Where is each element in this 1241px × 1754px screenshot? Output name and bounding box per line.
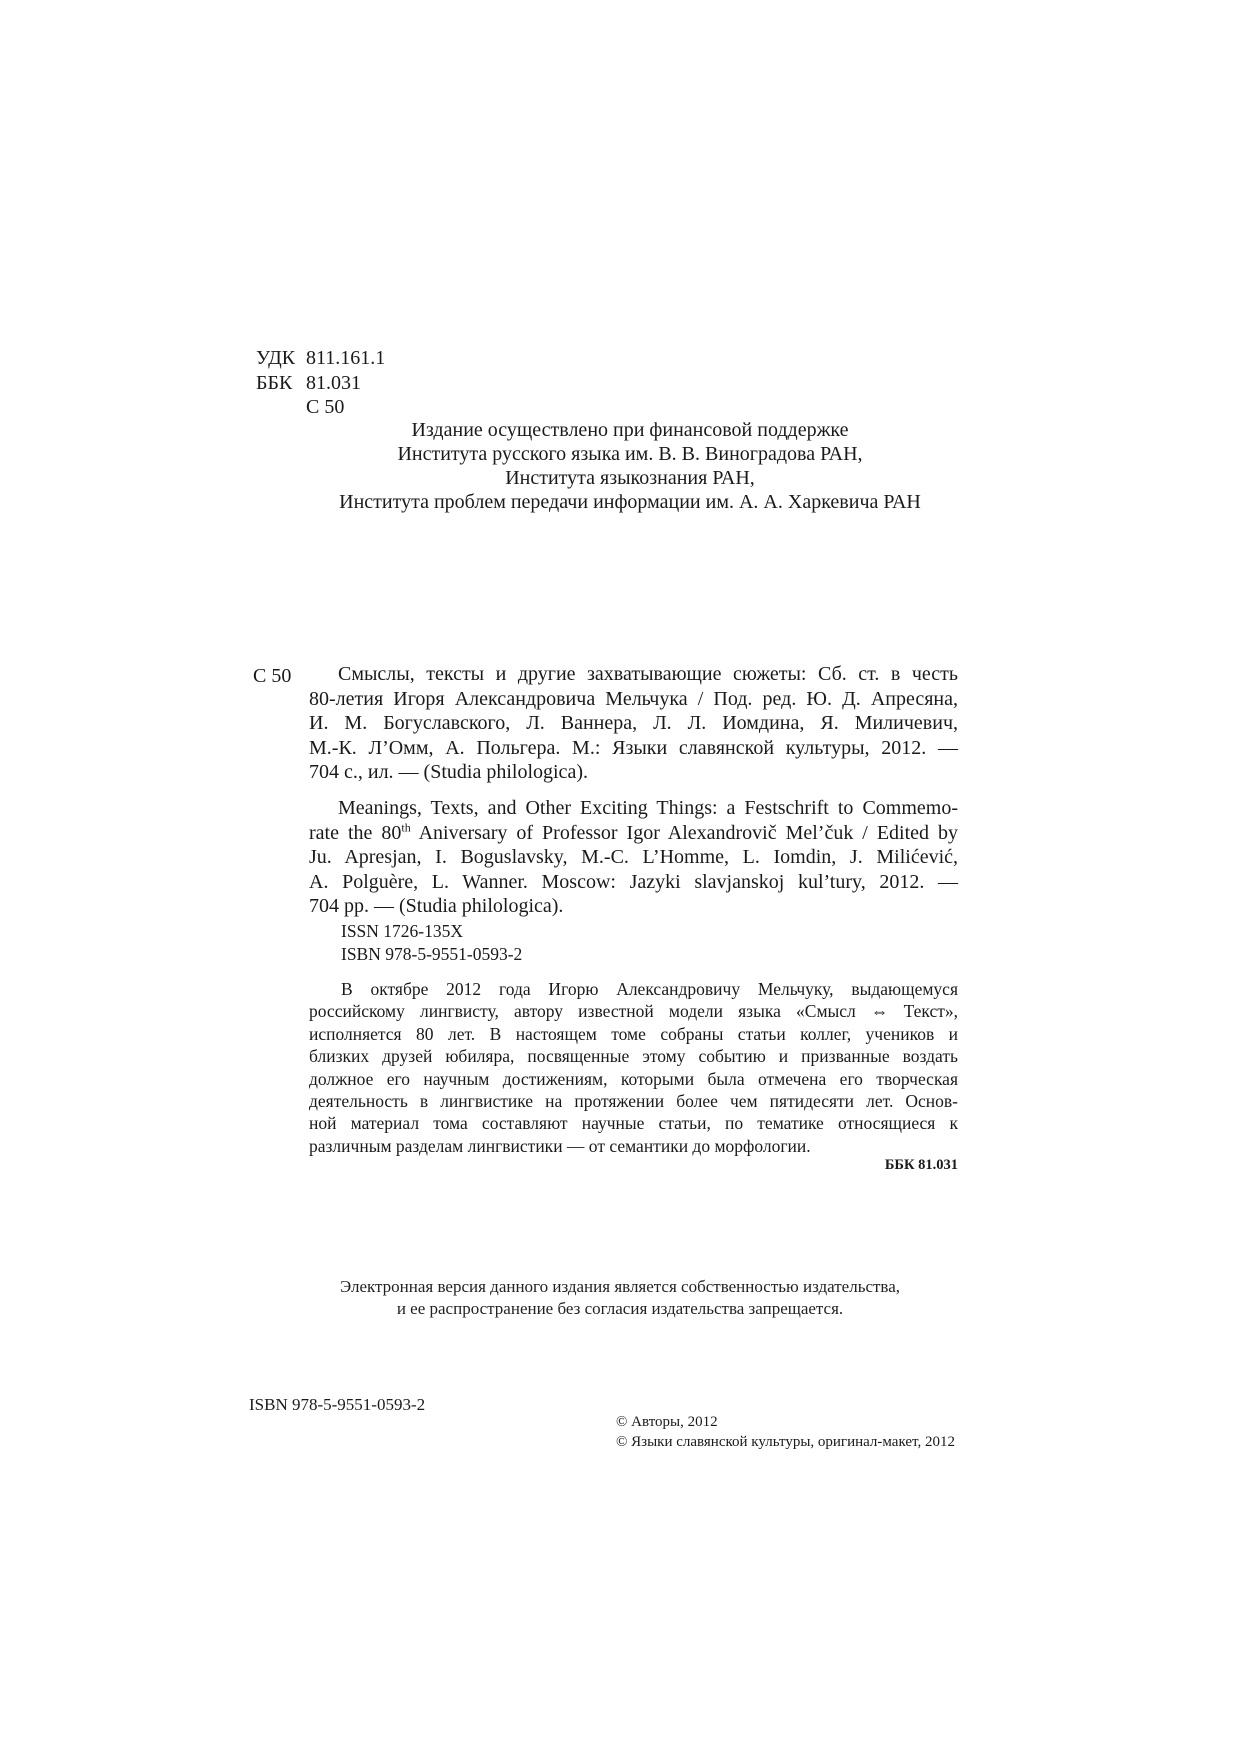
abstract-line: исполняется 80 лет. В настоящем томе собраны статьи коллег, учеников и	[309, 1023, 958, 1044]
copyright-line: © Языки славянской культуры, оригинал-макет, 2012	[616, 1433, 955, 1450]
udk-row	[256, 346, 385, 371]
issn: ISSN 1726-135X	[341, 921, 464, 941]
entry-line: 704 с., ил. — (Studia philologica).	[309, 761, 588, 784]
classification-block	[256, 346, 385, 420]
entry-line: A. Polguère, L. Wanner. Moscow: Jazyki slavjanskoj kul’tury, 2012. —	[309, 870, 958, 893]
entry-line: Смыслы, тексты и другие захватывающие сюжеты: Сб. ст. в честь	[338, 663, 958, 685]
author-mark: С 50	[306, 396, 345, 418]
isbn: ISBN 978-5-9551-0593-2	[341, 944, 523, 964]
copyright-line: © Авторы, 2012	[616, 1414, 718, 1430]
abstract-bbk: ББК 81.031	[884, 1157, 958, 1173]
abstract-line: различным разделам лингвистики — от семантики до морфологии.	[309, 1135, 811, 1156]
entry-line: 80-летия Игоря Александровича Мельчука / Под. ред. Ю. Д. Апресяна,	[309, 687, 958, 710]
author-mark-row	[256, 395, 385, 420]
entry-line: И. М. Богуславского, Л. Ваннера, Л. Л. Иомдина, Я. Миличевич,	[309, 712, 958, 735]
abstract-line: деятельность в лингвистике на протяжении более чем пятидесяти лет. Основ-	[309, 1091, 958, 1112]
sponsorship-line: Издание осуществлено при финансовой поддержке	[411, 419, 849, 441]
abstract-line: близких друзей юбиляра, посвященные этому событию и призванные воздать	[309, 1046, 958, 1067]
catalog-entry-russian	[309, 662, 958, 785]
catalog-entry-english	[309, 796, 958, 919]
ordinal-suffix: th	[401, 819, 411, 834]
entry-line: М.-К. Л’Омм, А. Польгера. М.: Языки славянской культуры, 2012. —	[309, 736, 958, 759]
catalog-call-mark: С 50	[253, 665, 292, 687]
notice-line: Электронная версия данного издания является собственностью издательства,	[339, 1277, 901, 1296]
entry-line: Meanings, Texts, and Other Exciting Things: a Festschrift to Commemo-	[338, 797, 958, 819]
udk-label: УДК	[256, 347, 296, 369]
abstract-line: В октябре 2012 года Игорю Александровичу Мельчуку, выдающемуся	[341, 979, 958, 999]
entry-text: Aniversary of Professor Igor Alexandrovič Mel’čuk / Edited by	[410, 821, 959, 844]
abstract-line: российскому лингвисту, автору известной модели языка «Смысл ⇔ Текст»,	[309, 1001, 958, 1022]
isbn-main: ISBN 978-5-9551-0593-2	[249, 1395, 426, 1414]
entry-text: rate the 80	[309, 821, 402, 844]
entry-line	[309, 821, 958, 846]
abstract-line: должное его научным достижениям, которыми была отмечена его творческая	[309, 1068, 958, 1089]
electronic-notice	[270, 1276, 970, 1319]
bbk-label: ББК	[256, 371, 293, 394]
copyright-block	[616, 1413, 955, 1452]
identifiers	[341, 920, 522, 966]
bbk-row	[256, 371, 385, 396]
sponsorship-line: Института проблем передачи информации им. А. А. Харкевича РАН	[339, 491, 921, 513]
notice-line: и ее распространение без согласия издательства запрещается.	[396, 1298, 844, 1318]
entry-line: Ju. Apresjan, I. Boguslavsky, M.-C. L’Homme, L. Iomdin, J. Milićević,	[309, 846, 958, 869]
sponsorship-notice	[300, 418, 960, 514]
entry-line: 704 pp. — (Studia philologica).	[309, 895, 564, 918]
bbk-value: 81.031	[306, 371, 361, 394]
sponsorship-line: Института русского языка им. В. В. Виноградова РАН,	[397, 443, 863, 465]
abstract-line: ной материал тома составляют научные статьи, по тематике относящиеся к	[309, 1113, 958, 1134]
abstract	[309, 978, 958, 1157]
sponsorship-line: Института языкознания РАН,	[505, 467, 755, 489]
udk-value: 811.161.1	[306, 347, 386, 369]
